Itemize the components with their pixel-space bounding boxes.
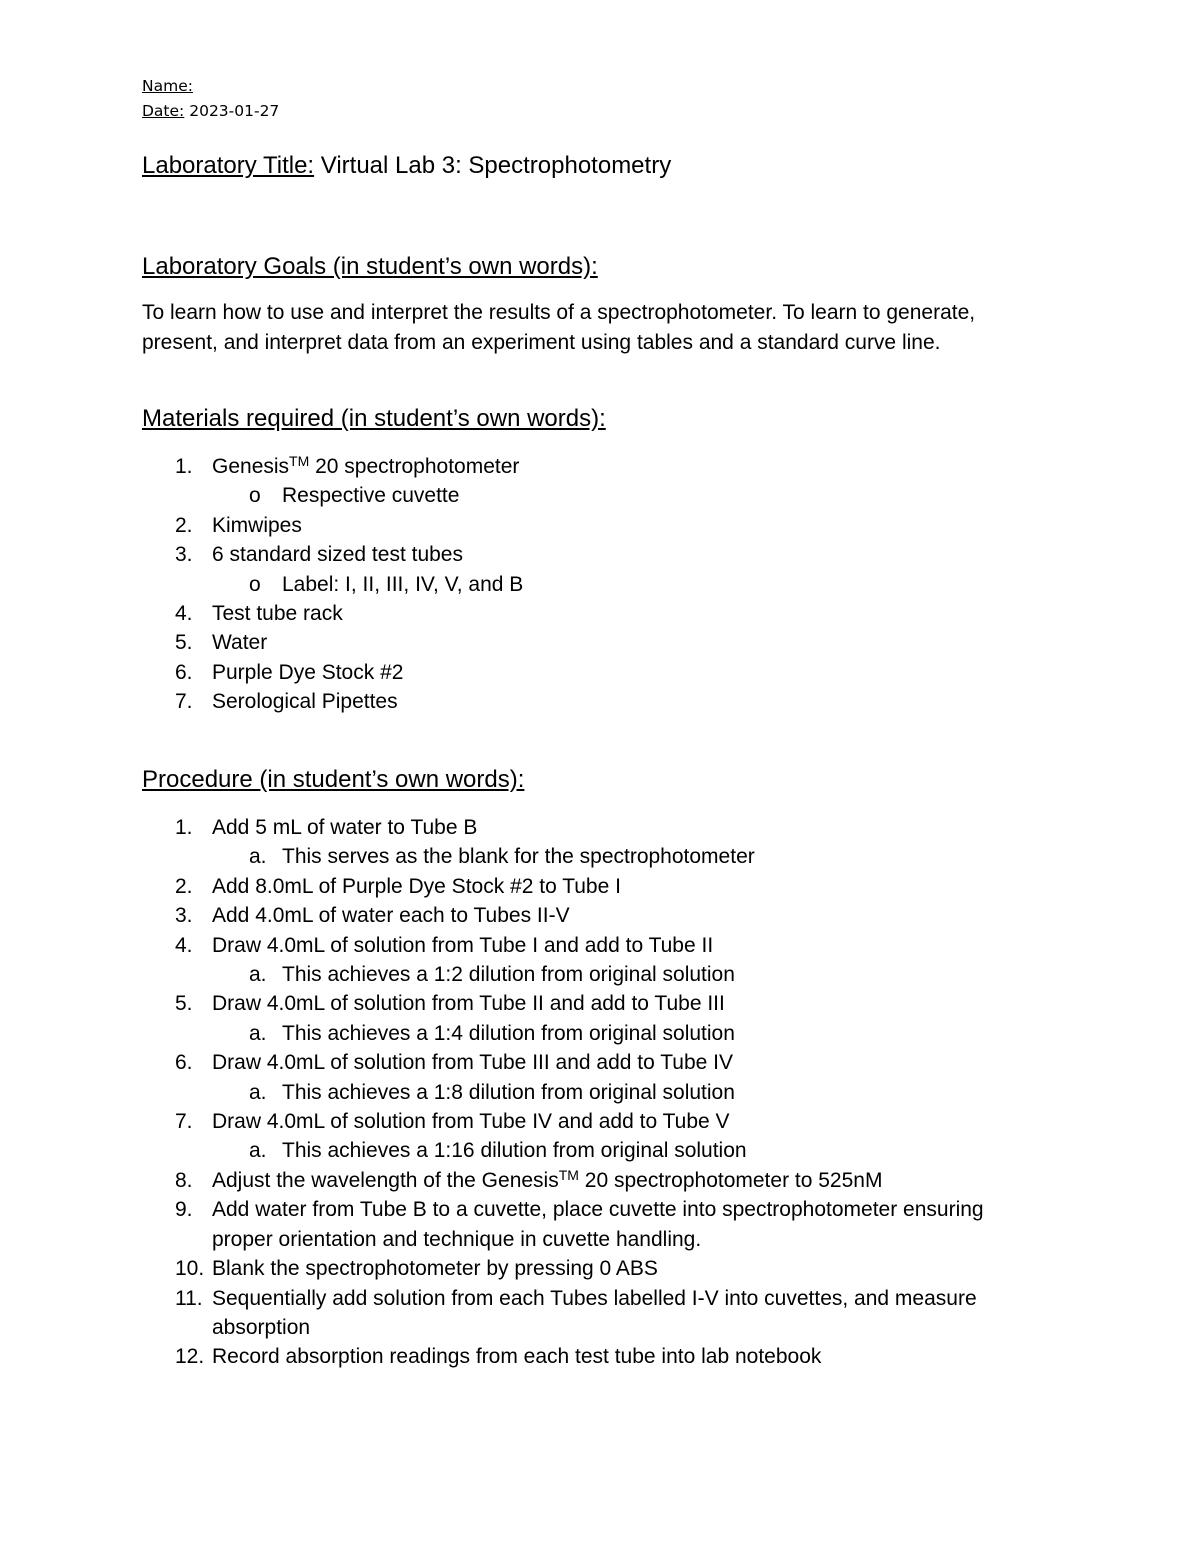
procedure-item-text: Draw 4.0mL of solution from Tube II and add to Tube III [212, 992, 725, 1016]
procedure-item-number: 6. [175, 1051, 193, 1075]
header-block [142, 74, 279, 124]
material-sublist [212, 481, 1022, 510]
date-line [142, 99, 279, 124]
material-item [142, 628, 1022, 657]
procedure-subitem [212, 842, 1022, 871]
procedure-item-number: 7. [175, 1110, 193, 1134]
procedure-item-text: Add 8.0mL of Purple Dye Stock #2 to Tube I [212, 874, 621, 898]
procedure-sublist [212, 1019, 1022, 1048]
procedure-item-text: Draw 4.0mL of solution from Tube III and add to Tube IV [212, 1051, 734, 1075]
lab-title [142, 150, 671, 182]
material-item-number: 4. [175, 602, 193, 626]
procedure-subitem-marker: a. [249, 1021, 267, 1045]
trademark-mark: TM [558, 1166, 579, 1183]
procedure-subitem-text: This achieves a 1:8 dilution from original solution [282, 1080, 735, 1104]
lab-title-label: Laboratory Title: [142, 152, 315, 179]
material-item-number: 2. [175, 513, 193, 537]
procedure-sublist [212, 1136, 1022, 1165]
material-item-number: 5. [175, 631, 193, 655]
procedure-item-text: Add 5 mL of water to Tube B [212, 816, 478, 839]
procedure-item [142, 1048, 1022, 1107]
material-item [142, 452, 1022, 511]
procedure-item-text: Sequentially add solution from each Tubes labelled I-V into cuvettes, and measure absorption [212, 1286, 977, 1339]
procedure-item [142, 1342, 1022, 1371]
procedure-subitem-text: This serves as the blank for the spectrophotometer [282, 845, 755, 869]
procedure-sublist [212, 960, 1022, 989]
material-item-number: 7. [175, 690, 193, 714]
procedure-item [142, 1107, 1022, 1166]
material-item-text: Kimwipes [212, 513, 302, 537]
material-item [142, 687, 1022, 716]
name-line [142, 74, 279, 99]
material-item-text: Purple Dye Stock #2 [212, 660, 404, 684]
trademark-mark: TM [289, 453, 310, 469]
procedure-subitem [212, 960, 1022, 989]
procedure-subitem [212, 1136, 1022, 1165]
procedure-item-text: Add water from Tube B to a cuvette, place cuvette into spectrophotometer ensuring proper orientation and technique in cuvette handling. [212, 1198, 984, 1251]
goals-text: To learn how to use and interpret the results of a spectrophotometer. To learn to generate, present, and interpret data from an experiment using tables and a standard curve line. [142, 301, 976, 354]
material-item-text: 6 standard sized test tubes [212, 543, 463, 567]
material-subitem-marker: o [249, 484, 261, 508]
procedure-item [142, 1166, 1022, 1195]
procedure-sublist [212, 842, 1022, 871]
procedure-subitem-text: This achieves a 1:2 dilution from original solution [282, 963, 735, 987]
procedure-item-number: 5. [175, 992, 193, 1016]
material-subitem-text: Label: I, II, III, IV, V, and B [282, 572, 524, 596]
procedure-item [142, 813, 1022, 872]
date-label: Date: [142, 102, 185, 120]
procedure-item-text: Blank the spectrophotometer by pressing 0 ABS [212, 1257, 658, 1281]
procedure-item [142, 1284, 1022, 1343]
procedure-item-text: Record absorption readings from each test tube into lab notebook [212, 1345, 822, 1369]
material-item [142, 540, 1022, 599]
material-item-number: 6. [175, 660, 193, 684]
procedure-subitem-marker: a. [249, 1080, 267, 1104]
procedure-item-number: 8. [175, 1168, 193, 1192]
goals-heading: Laboratory Goals (in student’s own words): [142, 253, 598, 280]
procedure-item-number: 3. [175, 904, 193, 928]
procedure-subitem [212, 1019, 1022, 1048]
procedure-subitem-text: This achieves a 1:4 dilution from original solution [282, 1021, 735, 1045]
procedure-subitem-marker: a. [249, 963, 267, 987]
lab-title-value: Virtual Lab 3: Spectrophotometry [320, 152, 672, 179]
procedure-item-number: 4. [175, 933, 193, 957]
material-sublist [212, 570, 1022, 599]
procedure-item [142, 901, 1022, 930]
materials-heading: Materials required (in student’s own words): [142, 405, 606, 432]
material-item-text-after: 20 spectrophotometer [309, 455, 520, 478]
material-subitem [212, 481, 1022, 510]
material-item-number: 1. [175, 455, 193, 478]
material-item-text: Test tube rack [212, 602, 343, 626]
procedure-item-number: 10. [175, 1257, 205, 1281]
procedure-subitem-text: This achieves a 1:16 dilution from original solution [282, 1139, 747, 1163]
procedure-item [142, 931, 1022, 990]
procedure-item-number: 1. [175, 816, 193, 839]
material-subitem [212, 570, 1022, 599]
material-item [142, 599, 1022, 628]
procedure-subitem [212, 1078, 1022, 1107]
procedure-heading: Procedure (in student’s own words): [142, 766, 525, 793]
material-item-text: Serological Pipettes [212, 690, 398, 714]
procedure-item-number: 11. [175, 1286, 203, 1310]
procedure-item-number: 2. [175, 874, 193, 898]
material-subitem-marker: o [249, 572, 261, 596]
materials-list [142, 452, 1022, 717]
material-item [142, 658, 1022, 687]
procedure-sublist [212, 1078, 1022, 1107]
procedure-item-number: 9. [175, 1198, 193, 1222]
date-value: 2023-01-27 [189, 102, 280, 120]
material-subitem-text: Respective cuvette [282, 484, 460, 508]
procedure-item [142, 1195, 1022, 1254]
material-item-number: 3. [175, 543, 193, 567]
procedure-subitem-marker: a. [249, 845, 267, 869]
procedure-item [142, 872, 1022, 901]
material-item [142, 511, 1022, 540]
procedure-item [142, 989, 1022, 1048]
procedure-item-text: Draw 4.0mL of solution from Tube I and add to Tube II [212, 933, 714, 957]
procedure-subitem-marker: a. [249, 1139, 267, 1163]
material-item-text: Genesis [212, 455, 290, 478]
material-item-text: Water [212, 631, 268, 655]
procedure-item-text: Draw 4.0mL of solution from Tube IV and add to Tube V [212, 1110, 730, 1134]
procedure-item-number: 12. [175, 1345, 205, 1369]
procedure-list [142, 813, 1022, 1372]
procedure-item-text: Adjust the wavelength of the Genesis [212, 1168, 559, 1192]
procedure-item [142, 1254, 1022, 1283]
procedure-item-text: Add 4.0mL of water each to Tubes II-V [212, 904, 570, 928]
name-label: Name: [142, 77, 193, 95]
procedure-item-text-after: 20 spectrophotometer to 525nM [578, 1168, 883, 1192]
